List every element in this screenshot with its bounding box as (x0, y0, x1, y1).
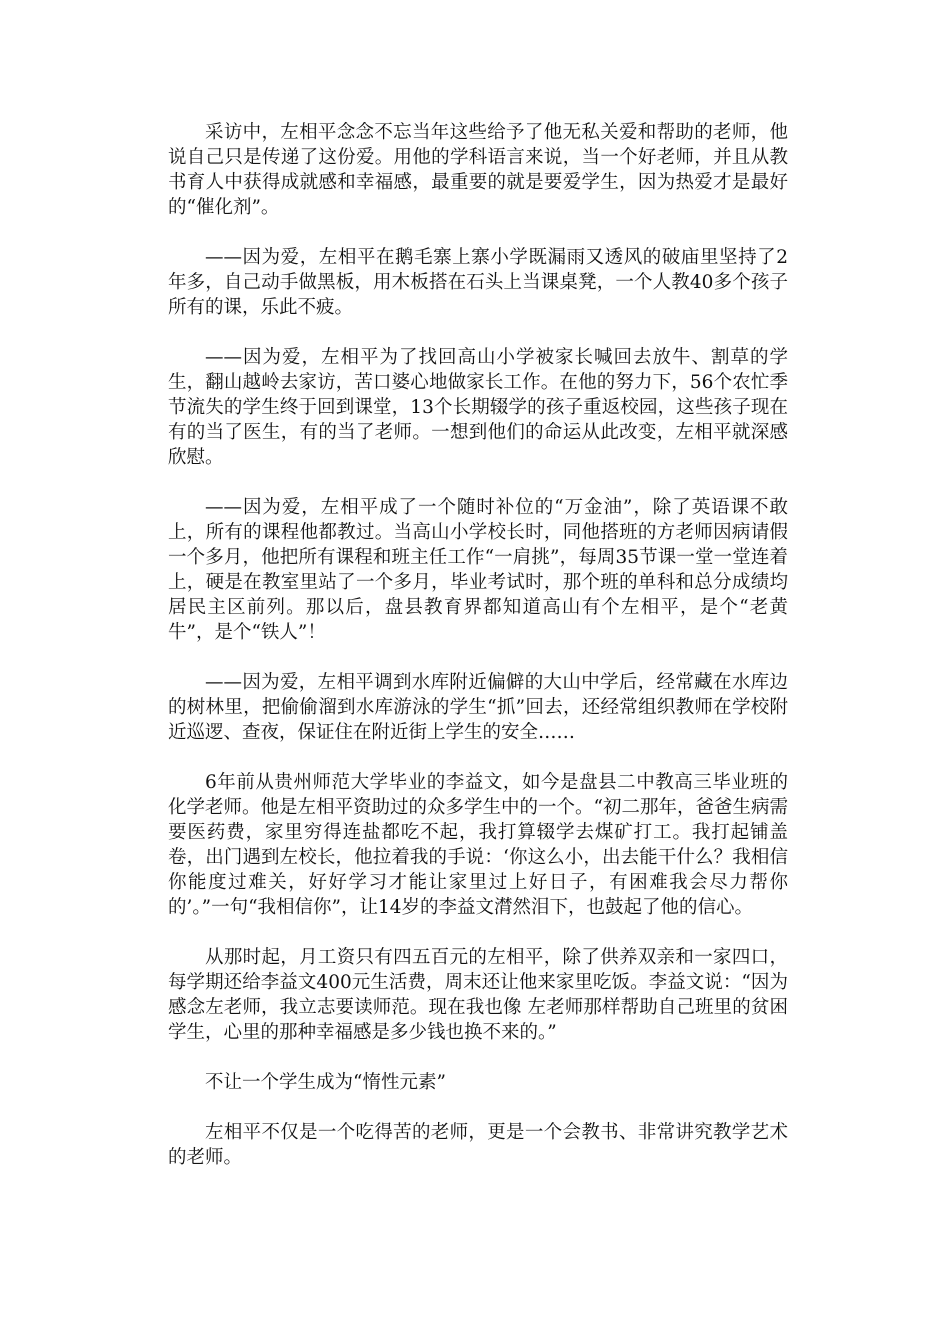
paragraph: 采访中，左相平念念不忘当年这些给予了他无私关爱和帮助的老师，他说自己只是传递了这份爱。用他的学科语言来说，当一个好老师，并且从教书育人中获得成就感和幸福感，最重要的就是要爱学生，因为热爱才是最好的“催化剂”。 (168, 122, 788, 218)
document-page (168, 120, 788, 1195)
paragraph: ——因为爱，左相平成了一个随时补位的“万金油”，除了英语课不敢上，所有的课程他都教过。当高山小学校长时，同他搭班的方老师因病请假一个多月，他把所有课程和班主任工作“一肩挑”，每周35节课一堂一堂连着上，硬是在教室里站了一个多月，毕业考试时，那个班的单科和总分成绩均居民主区前列。那以后，盘县教育界都知道高山有个左相平，是个“老黄牛”，是个“铁人”！ (168, 497, 788, 643)
section-heading: 不让一个学生成为“惰性元素” (205, 1072, 446, 1093)
paragraph: 6年前从贵州师范大学毕业的李益文，如今是盘县二中教高三毕业班的化学老师。他是左相平资助过的众多学生中的一个。“初二那年，爸爸生病需要医药费，家里穷得连盐都吃不起，我打算辍学去煤矿打工。我打起铺盖卷，出门遇到左校长，他拉着我的手说：‘你这么小，出去能干什么？我相信你能度过难关，好好学习才能让家里过上好日子，有困难我会尽力帮你的’。”一句“我相信你”，让14岁的李益文潸然泪下，也鼓起了他的信心。 (168, 772, 788, 918)
paragraph: ——因为爱，左相平为了找回高山小学被家长喊回去放牛、割草的学生，翻山越岭去家访，苦口婆心地做家长工作。在他的努力下，56个农忙季节流失的学生终于回到课堂，13个长期辍学的孩子重返校园，这些孩子现在有的当了医生，有的当了老师。一想到他们的命运从此改变，左相平就深感欣慰。 (168, 347, 788, 468)
paragraph: 从那时起，月工资只有四五百元的左相平，除了供养双亲和一家四口，每学期还给李益文400元生活费，周末还让他来家里吃饭。李益文说：“因为感念左老师，我立志要读师范。现在我也像 左老师那样帮助自己班里的贫困学生，心里的那种幸福感是多少钱也换不来的。” (168, 947, 788, 1043)
paragraph: ——因为爱，左相平在鹅毛寨上寨小学既漏雨又透风的破庙里坚持了2年多，自己动手做黑板，用木板搭在石头上当课桌凳，一个人教40多个孩子所有的课，乐此不疲。 (168, 247, 788, 318)
paragraph: ——因为爱，左相平调到水库附近偏僻的大山中学后，经常藏在水库边的树林里，把偷偷溜到水库游泳的学生“抓”回去，还经常组织教师在学校附近巡逻、查夜，保证住在附近街上学生的安全…… (168, 672, 788, 743)
paragraph: 左相平不仅是一个吃得苦的老师，更是一个会教书、非常讲究教学艺术的老师。 (168, 1122, 788, 1168)
